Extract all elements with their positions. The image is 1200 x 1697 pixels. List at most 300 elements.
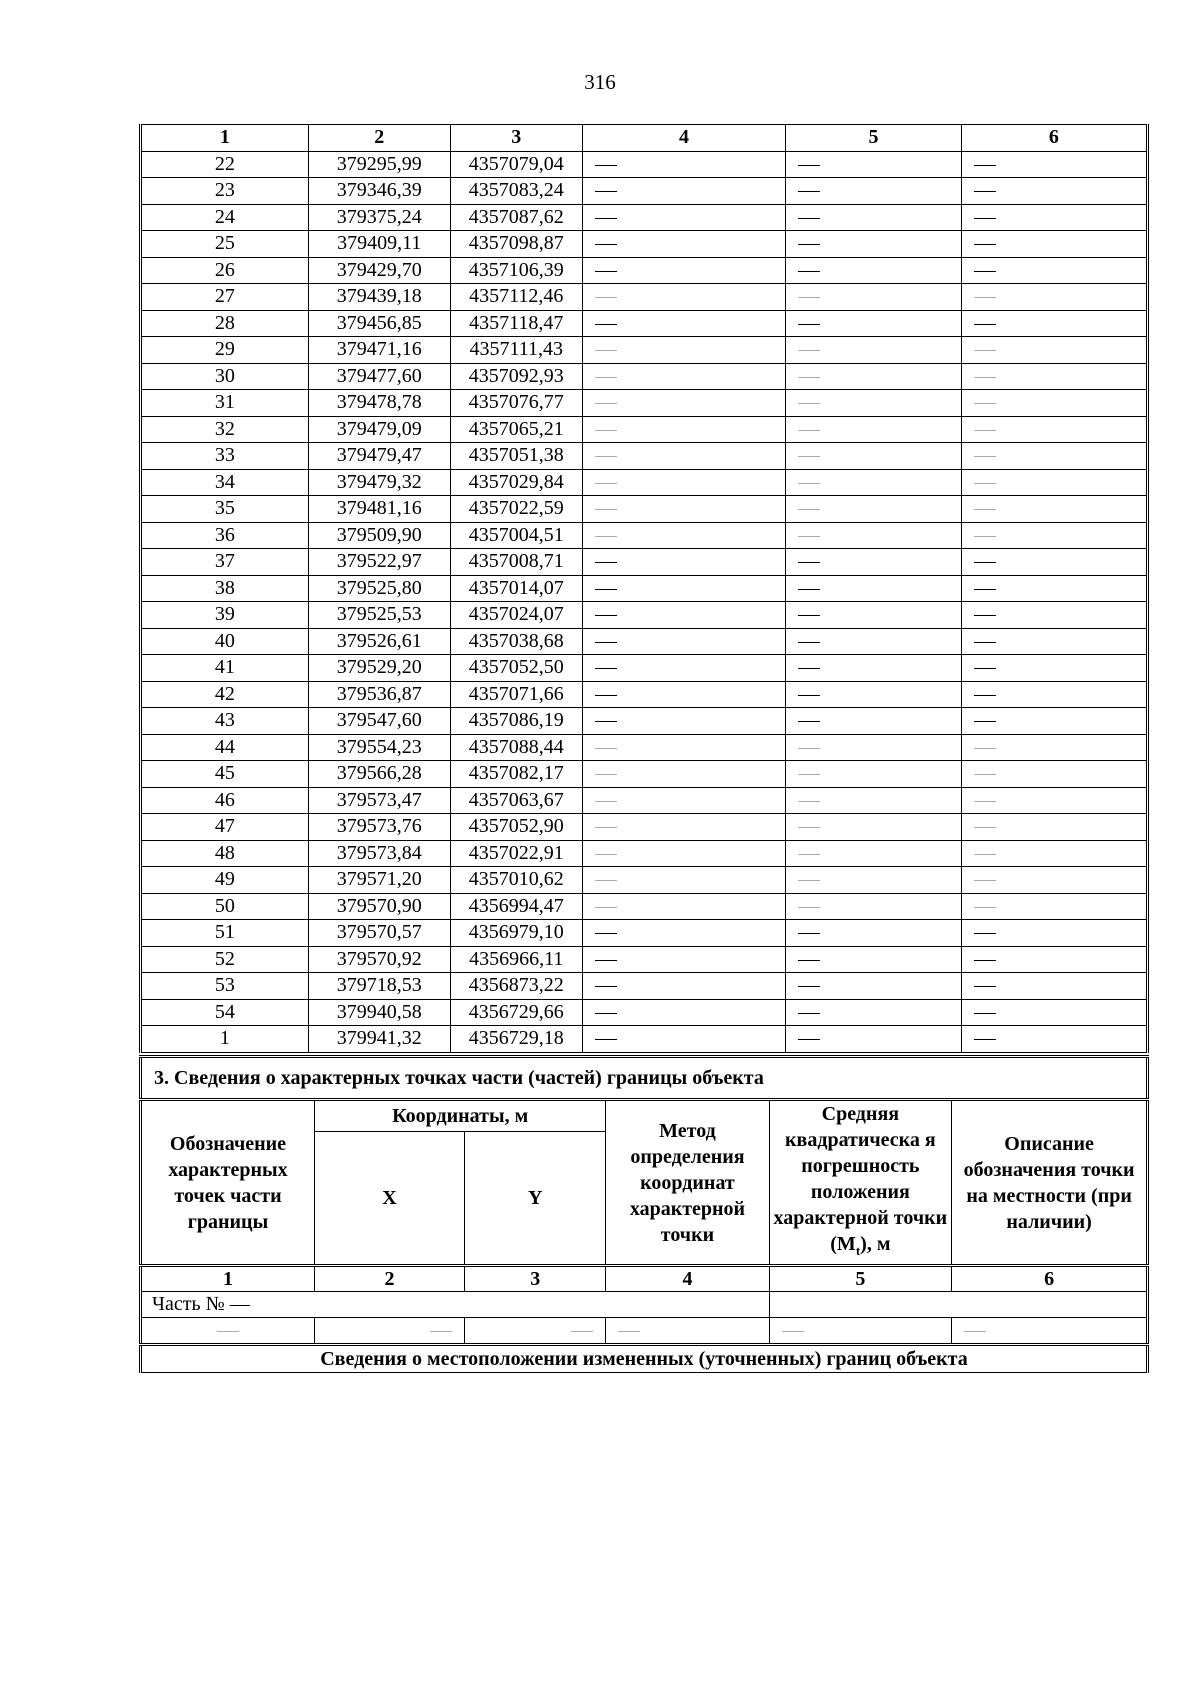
dash-mark xyxy=(798,324,820,325)
dash-cell xyxy=(952,1318,1148,1345)
x-coordinate: 379529,20 xyxy=(308,655,450,682)
dash-mark xyxy=(974,615,996,616)
dash-mark xyxy=(798,536,820,537)
y-coordinate: 4356729,66 xyxy=(450,999,582,1026)
dash-mark xyxy=(595,668,617,669)
y-coordinate: 4357083,24 xyxy=(450,178,582,205)
dash-mark xyxy=(974,721,996,722)
point-number: 22 xyxy=(141,151,309,178)
dash-cell xyxy=(141,1318,315,1345)
dash-cell xyxy=(786,1026,961,1053)
dash-mark xyxy=(595,297,617,298)
table-row xyxy=(141,363,1148,390)
point-number: 40 xyxy=(141,628,309,655)
dash-cell xyxy=(786,628,961,655)
dash-cell xyxy=(786,655,961,682)
point-number: 23 xyxy=(141,178,309,205)
point-number: 37 xyxy=(141,549,309,576)
point-number: 50 xyxy=(141,893,309,920)
dash-cell xyxy=(961,628,1147,655)
dash-cell xyxy=(961,151,1147,178)
dash-mark xyxy=(798,456,820,457)
y-coordinate: 4357010,62 xyxy=(450,867,582,894)
dash-cell xyxy=(786,999,961,1026)
dash-mark xyxy=(595,1039,617,1040)
y-coordinate: 4357051,38 xyxy=(450,443,582,470)
x-coordinate: 379471,16 xyxy=(308,337,450,364)
dash-mark xyxy=(595,509,617,510)
point-number: 54 xyxy=(141,999,309,1026)
dash-cell xyxy=(961,787,1147,814)
y-coordinate: 4357079,04 xyxy=(450,151,582,178)
dash-cell xyxy=(582,761,786,788)
x-coordinate: 379481,16 xyxy=(308,496,450,523)
description-header: Описание обозначения точки на местности (при наличии) xyxy=(952,1100,1148,1266)
table-row xyxy=(141,708,1148,735)
y-coordinate: 4357088,44 xyxy=(450,734,582,761)
dash-cell xyxy=(582,920,786,947)
dash-mark xyxy=(798,880,820,881)
dash-cell xyxy=(786,231,961,258)
y-coordinate: 4357086,19 xyxy=(450,708,582,735)
s3-col-number-3: 3 xyxy=(465,1266,606,1292)
dash-mark xyxy=(798,615,820,616)
table-row xyxy=(141,337,1148,364)
coordinates-header: Координаты, м xyxy=(314,1100,605,1132)
dash-cell xyxy=(786,867,961,894)
error-header-unit: ), м xyxy=(860,1233,891,1255)
dash-cell xyxy=(582,363,786,390)
y-coordinate: 4356994,47 xyxy=(450,893,582,920)
dash-mark xyxy=(974,774,996,775)
col-header-2: 2 xyxy=(308,125,450,152)
point-number: 41 xyxy=(141,655,309,682)
dash-mark xyxy=(595,933,617,934)
dash-cell xyxy=(582,973,786,1000)
dash-cell xyxy=(786,443,961,470)
dash-cell xyxy=(786,708,961,735)
point-number: 35 xyxy=(141,496,309,523)
table-row xyxy=(141,920,1148,947)
dash-cell xyxy=(786,761,961,788)
x-coordinate: 379570,90 xyxy=(308,893,450,920)
changed-boundaries-title: Сведения о местоположении измененных (уточненных) границ объекта xyxy=(141,1345,1148,1373)
dash-cell xyxy=(786,549,961,576)
dash-cell xyxy=(961,973,1147,1000)
y-coordinate: 4357022,59 xyxy=(450,496,582,523)
dash-cell xyxy=(961,443,1147,470)
dash-mark xyxy=(974,509,996,510)
dash-cell xyxy=(961,708,1147,735)
dash-mark xyxy=(595,589,617,590)
dash-cell xyxy=(786,496,961,523)
dash-mark xyxy=(974,377,996,378)
dash-mark xyxy=(595,165,617,166)
dash-cell xyxy=(961,734,1147,761)
dash-mark xyxy=(798,589,820,590)
dash-mark xyxy=(798,748,820,749)
dash-cell xyxy=(314,1318,464,1345)
dash-mark xyxy=(571,1331,593,1332)
dash-cell xyxy=(786,920,961,947)
dash-mark xyxy=(798,801,820,802)
dash-mark xyxy=(595,721,617,722)
dash-mark xyxy=(974,827,996,828)
y-coordinate: 4356966,11 xyxy=(450,946,582,973)
dash-mark xyxy=(595,324,617,325)
point-number: 38 xyxy=(141,575,309,602)
point-number: 24 xyxy=(141,204,309,231)
y-coordinate: 4357014,07 xyxy=(450,575,582,602)
dash-cell xyxy=(582,840,786,867)
dash-mark xyxy=(974,244,996,245)
dash-cell xyxy=(786,151,961,178)
table-row xyxy=(141,231,1148,258)
dash-cell xyxy=(582,999,786,1026)
y-coordinate: 4356729,18 xyxy=(450,1026,582,1053)
dash-mark xyxy=(595,748,617,749)
dash-mark xyxy=(217,1331,239,1332)
dash-cell xyxy=(582,231,786,258)
dash-mark xyxy=(974,668,996,669)
dash-mark xyxy=(595,986,617,987)
dash-cell xyxy=(582,628,786,655)
y-coordinate: 4357111,43 xyxy=(450,337,582,364)
dash-mark xyxy=(798,695,820,696)
dash-cell xyxy=(582,204,786,231)
dash-cell xyxy=(582,416,786,443)
dash-mark xyxy=(974,350,996,351)
dash-mark xyxy=(974,960,996,961)
table-row xyxy=(141,814,1148,841)
dash-mark xyxy=(595,377,617,378)
dash-mark xyxy=(595,642,617,643)
dash-cell xyxy=(582,602,786,629)
x-coordinate: 379477,60 xyxy=(308,363,450,390)
dash-cell xyxy=(786,257,961,284)
dash-cell xyxy=(582,310,786,337)
dash-cell xyxy=(961,178,1147,205)
table-row xyxy=(141,390,1148,417)
coordinates-table xyxy=(139,124,1149,1053)
point-number: 31 xyxy=(141,390,309,417)
x-coordinate: 379718,53 xyxy=(308,973,450,1000)
col-header-1: 1 xyxy=(141,125,309,152)
part-point-row xyxy=(141,1318,1148,1345)
part-number-empty xyxy=(769,1292,1147,1318)
dash-cell xyxy=(582,946,786,973)
table-row xyxy=(141,1026,1148,1053)
dash-cell xyxy=(786,469,961,496)
x-coordinate: 379409,11 xyxy=(308,231,450,258)
dash-cell xyxy=(786,522,961,549)
dash-mark xyxy=(798,933,820,934)
point-number: 47 xyxy=(141,814,309,841)
point-number: 33 xyxy=(141,443,309,470)
table-row xyxy=(141,840,1148,867)
y-coordinate: 4357029,84 xyxy=(450,469,582,496)
dash-cell xyxy=(961,416,1147,443)
table-row xyxy=(141,867,1148,894)
dash-cell xyxy=(582,178,786,205)
dash-mark xyxy=(595,801,617,802)
dash-mark xyxy=(595,960,617,961)
point-number: 30 xyxy=(141,363,309,390)
x-coordinate: 379573,84 xyxy=(308,840,450,867)
table-row xyxy=(141,284,1148,311)
dash-mark xyxy=(595,880,617,881)
dash-mark xyxy=(974,562,996,563)
table-row xyxy=(141,204,1148,231)
point-number: 1 xyxy=(141,1026,309,1053)
table-row xyxy=(141,178,1148,205)
dash-cell xyxy=(582,390,786,417)
x-coordinate: 379479,47 xyxy=(308,443,450,470)
dash-mark xyxy=(798,218,820,219)
dash-cell xyxy=(786,204,961,231)
error-header-text: Средняя квадратическа я погрешность положения характерной точки (M xyxy=(773,1103,948,1255)
dash-cell xyxy=(582,1026,786,1053)
dash-cell xyxy=(961,363,1147,390)
dash-mark xyxy=(798,774,820,775)
dash-cell xyxy=(961,999,1147,1026)
table-row xyxy=(141,628,1148,655)
dash-mark xyxy=(798,721,820,722)
table-row xyxy=(141,257,1148,284)
dash-cell xyxy=(582,867,786,894)
point-number: 49 xyxy=(141,867,309,894)
dash-mark xyxy=(974,456,996,457)
x-coordinate: 379573,47 xyxy=(308,787,450,814)
s3-col-number-6: 6 xyxy=(952,1266,1148,1292)
dash-mark xyxy=(798,562,820,563)
x-coordinate: 379439,18 xyxy=(308,284,450,311)
x-coordinate: 379547,60 xyxy=(308,708,450,735)
dash-mark xyxy=(974,801,996,802)
dash-mark xyxy=(798,907,820,908)
dash-mark xyxy=(974,642,996,643)
dash-mark xyxy=(618,1331,640,1332)
dash-cell xyxy=(961,257,1147,284)
dash-mark xyxy=(798,1039,820,1040)
dash-mark xyxy=(798,483,820,484)
dash-cell xyxy=(786,602,961,629)
col-header-3: 3 xyxy=(450,125,582,152)
point-number: 36 xyxy=(141,522,309,549)
dash-mark xyxy=(974,854,996,855)
dash-cell xyxy=(582,469,786,496)
table-row xyxy=(141,151,1148,178)
dash-mark xyxy=(798,668,820,669)
dash-cell xyxy=(582,708,786,735)
error-header-subscript: t xyxy=(855,1243,861,1258)
dash-cell xyxy=(961,681,1147,708)
dash-cell xyxy=(582,734,786,761)
table-row xyxy=(141,655,1148,682)
dash-cell xyxy=(582,522,786,549)
table-row xyxy=(141,946,1148,973)
dash-mark xyxy=(595,562,617,563)
y-coordinate: 4357087,62 xyxy=(450,204,582,231)
dash-cell xyxy=(961,602,1147,629)
x-coordinate: 379295,99 xyxy=(308,151,450,178)
x-coordinate: 379479,32 xyxy=(308,469,450,496)
dash-mark xyxy=(782,1331,804,1332)
x-coordinate: 379429,70 xyxy=(308,257,450,284)
dash-mark xyxy=(595,191,617,192)
dash-mark xyxy=(974,324,996,325)
dash-mark xyxy=(595,536,617,537)
point-number: 32 xyxy=(141,416,309,443)
dash-mark xyxy=(974,218,996,219)
point-number: 39 xyxy=(141,602,309,629)
x-coordinate: 379940,58 xyxy=(308,999,450,1026)
table-row xyxy=(141,973,1148,1000)
dash-mark xyxy=(595,350,617,351)
y-coordinate: 4357052,90 xyxy=(450,814,582,841)
point-number: 25 xyxy=(141,231,309,258)
dash-mark xyxy=(974,1039,996,1040)
dash-cell xyxy=(961,310,1147,337)
dash-cell xyxy=(582,284,786,311)
y-coordinate: 4357106,39 xyxy=(450,257,582,284)
dash-cell xyxy=(961,284,1147,311)
dash-mark xyxy=(595,483,617,484)
x-coordinate: 379526,61 xyxy=(308,628,450,655)
table-row xyxy=(141,999,1148,1026)
dash-mark xyxy=(974,1013,996,1014)
point-number: 28 xyxy=(141,310,309,337)
x-coordinate: 379525,53 xyxy=(308,602,450,629)
point-number: 42 xyxy=(141,681,309,708)
dash-mark xyxy=(798,509,820,510)
dash-cell xyxy=(961,575,1147,602)
dash-cell xyxy=(786,973,961,1000)
dash-mark xyxy=(798,642,820,643)
y-coordinate: 4357004,51 xyxy=(450,522,582,549)
x-coordinate: 379375,24 xyxy=(308,204,450,231)
dash-cell xyxy=(961,920,1147,947)
dash-cell xyxy=(582,814,786,841)
dash-cell xyxy=(961,496,1147,523)
dash-mark xyxy=(595,827,617,828)
dash-mark xyxy=(798,191,820,192)
point-number: 52 xyxy=(141,946,309,973)
dash-mark xyxy=(595,774,617,775)
table-row xyxy=(141,787,1148,814)
dash-cell xyxy=(786,840,961,867)
x-coordinate: 379536,87 xyxy=(308,681,450,708)
dash-cell xyxy=(961,1026,1147,1053)
dash-cell xyxy=(961,814,1147,841)
method-header: Метод определения координат характерной точки xyxy=(606,1100,769,1266)
x-coordinate: 379571,20 xyxy=(308,867,450,894)
y-coordinate: 4357065,21 xyxy=(450,416,582,443)
table-row xyxy=(141,734,1148,761)
dash-mark xyxy=(798,297,820,298)
dash-mark xyxy=(595,218,617,219)
dash-mark xyxy=(974,297,996,298)
dash-cell xyxy=(465,1318,606,1345)
dash-mark xyxy=(974,403,996,404)
dash-cell xyxy=(961,655,1147,682)
page-number: 316 xyxy=(584,70,616,94)
dash-mark xyxy=(430,1331,452,1332)
x-coordinate: 379941,32 xyxy=(308,1026,450,1053)
s3-col-number-5: 5 xyxy=(769,1266,952,1292)
table-row xyxy=(141,549,1148,576)
point-number: 34 xyxy=(141,469,309,496)
dash-mark xyxy=(595,271,617,272)
dash-cell xyxy=(786,787,961,814)
y-coordinate: 4357038,68 xyxy=(450,628,582,655)
y-coordinate: 4357071,66 xyxy=(450,681,582,708)
dash-cell xyxy=(961,231,1147,258)
dash-cell xyxy=(786,814,961,841)
dash-mark xyxy=(595,1013,617,1014)
dash-mark xyxy=(798,271,820,272)
dash-cell xyxy=(961,390,1147,417)
dash-cell xyxy=(582,257,786,284)
table-row xyxy=(141,310,1148,337)
point-number: 53 xyxy=(141,973,309,1000)
dash-cell xyxy=(786,734,961,761)
dash-mark xyxy=(595,854,617,855)
dash-mark xyxy=(798,827,820,828)
point-number: 48 xyxy=(141,840,309,867)
dash-cell xyxy=(786,390,961,417)
dash-mark xyxy=(595,695,617,696)
section-3-title: 3. Сведения о характерных точках части (частей) границы объекта xyxy=(141,1057,1148,1100)
dash-mark xyxy=(974,165,996,166)
dash-cell xyxy=(961,893,1147,920)
s3-col-number-1: 1 xyxy=(141,1266,315,1292)
dash-cell xyxy=(582,337,786,364)
col-header-5: 5 xyxy=(786,125,961,152)
point-number: 44 xyxy=(141,734,309,761)
dash-cell xyxy=(786,575,961,602)
s3-col-number-4: 4 xyxy=(606,1266,769,1292)
x-coordinate: 379456,85 xyxy=(308,310,450,337)
table-row xyxy=(141,443,1148,470)
dash-cell xyxy=(582,893,786,920)
x-coordinate: 379522,97 xyxy=(308,549,450,576)
y-coordinate: 4356873,22 xyxy=(450,973,582,1000)
dash-mark xyxy=(974,589,996,590)
dash-mark xyxy=(974,271,996,272)
y-coordinate: 4357024,07 xyxy=(450,602,582,629)
dash-mark xyxy=(798,986,820,987)
column-number-row xyxy=(141,125,1148,152)
dash-cell xyxy=(582,575,786,602)
x-coordinate: 379570,92 xyxy=(308,946,450,973)
table-row xyxy=(141,522,1148,549)
dash-cell xyxy=(769,1318,952,1345)
point-number: 45 xyxy=(141,761,309,788)
table-row xyxy=(141,893,1148,920)
dash-mark xyxy=(798,403,820,404)
dash-cell xyxy=(606,1318,769,1345)
y-coordinate: 4357063,67 xyxy=(450,787,582,814)
dash-cell xyxy=(961,867,1147,894)
dash-cell xyxy=(786,284,961,311)
dash-mark xyxy=(595,244,617,245)
dash-cell xyxy=(961,337,1147,364)
table-row xyxy=(141,469,1148,496)
y-coordinate: 4356979,10 xyxy=(450,920,582,947)
dash-mark xyxy=(974,191,996,192)
table-row xyxy=(141,761,1148,788)
